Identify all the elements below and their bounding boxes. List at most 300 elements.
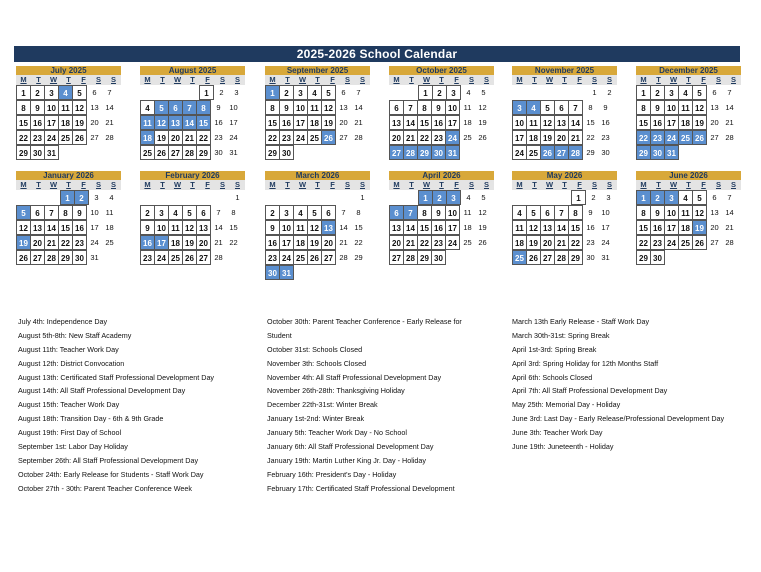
empty-day-cell: [215, 190, 230, 205]
weekday-label: S: [468, 75, 474, 84]
day-cell: 12: [540, 115, 555, 130]
day-cell: 23: [601, 133, 610, 142]
day-cell: 10: [44, 100, 59, 115]
week-row: [140, 205, 245, 220]
empty-day-cell: [294, 145, 309, 160]
week-row: [512, 130, 617, 145]
week-row: [16, 85, 121, 100]
day-cell: 14: [725, 103, 734, 112]
day-cell: 16: [586, 223, 595, 232]
day-cell: 5: [692, 190, 707, 205]
weekday-label: S: [234, 75, 240, 84]
day-cell: 19: [16, 235, 31, 250]
day-cell: 27: [321, 250, 336, 265]
month-name: April 2026: [389, 171, 494, 180]
month-calendar: [636, 171, 741, 265]
weekday-label: S: [110, 75, 116, 84]
empty-day-cell: [200, 190, 215, 205]
month-name: June 2026: [636, 171, 741, 180]
event-item: September 26th: All Staff Professional Development Day: [18, 455, 199, 465]
event-item: April 1st-3rd: Spring Break: [512, 344, 597, 354]
empty-day-cell: [557, 85, 572, 100]
day-cell: 2: [265, 205, 280, 220]
day-cell: 17: [445, 220, 460, 235]
day-cell: 8: [636, 205, 651, 220]
day-cell: 13: [339, 103, 348, 112]
empty-day-cell: [155, 85, 170, 100]
day-cell: 25: [463, 238, 472, 247]
day-cell: 8: [417, 100, 432, 115]
day-cell: 15: [354, 223, 363, 232]
day-cell: 30: [431, 250, 446, 265]
day-cell: 14: [403, 220, 418, 235]
day-cell: 18: [293, 235, 308, 250]
day-cell: 12: [478, 103, 487, 112]
empty-day-cell: [446, 250, 461, 265]
event-item: August 14th: All Staff Professional Development Day: [18, 386, 186, 396]
day-cell: 24: [293, 130, 308, 145]
weekday-label: T: [190, 75, 195, 84]
day-cell: 6: [389, 205, 404, 220]
day-cell: 18: [526, 130, 541, 145]
week-row: [636, 85, 741, 100]
day-cell: 24: [664, 235, 679, 250]
week-row: [389, 220, 494, 235]
empty-day-cell: [140, 85, 155, 100]
day-cell: 11: [463, 103, 472, 112]
day-cell: 22: [196, 130, 211, 145]
day-cell: 28: [354, 133, 363, 142]
day-cell: 4: [109, 193, 114, 202]
weekday-label: S: [715, 180, 721, 189]
day-cell: 16: [650, 220, 665, 235]
day-cell: 24: [445, 130, 460, 145]
week-row: [265, 85, 370, 100]
day-cell: 2: [279, 85, 294, 100]
day-cell: 23: [650, 235, 665, 250]
day-cell: 27: [389, 145, 404, 160]
event-item: May 25th: Memorial Day - Holiday: [512, 400, 621, 410]
weekday-label: S: [606, 180, 612, 189]
empty-day-cell: [404, 85, 419, 100]
day-cell: 27: [389, 250, 404, 265]
day-cell: 23: [586, 238, 595, 247]
day-cell: 19: [478, 118, 487, 127]
day-cell: 21: [403, 130, 418, 145]
empty-day-cell: [476, 250, 491, 265]
day-cell: 4: [466, 88, 471, 97]
weekday-label: T: [190, 180, 195, 189]
month-calendar: [140, 171, 245, 265]
day-cell: 12: [16, 220, 31, 235]
day-cell: 28: [554, 250, 569, 265]
weekday-label: M: [20, 180, 27, 189]
day-cell: 17: [154, 235, 169, 250]
day-cell: 29: [354, 253, 363, 262]
day-cell: 14: [554, 220, 569, 235]
day-cell: 27: [710, 133, 719, 142]
day-cell: 19: [526, 235, 541, 250]
weekday-label: W: [422, 180, 431, 189]
weekday-label: S: [730, 75, 736, 84]
week-row: [140, 85, 245, 100]
day-cell: 14: [403, 115, 418, 130]
weekday-label: T: [409, 180, 414, 189]
day-cell: 30: [601, 148, 610, 157]
day-cell: 11: [307, 100, 322, 115]
empty-day-cell: [170, 85, 185, 100]
day-cell: 6: [712, 88, 717, 97]
day-cell: 24: [44, 130, 59, 145]
day-cell: 29: [568, 250, 583, 265]
day-cell: 10: [664, 205, 679, 220]
day-cell: 21: [182, 130, 197, 145]
day-cell: 6: [321, 205, 336, 220]
week-row: [636, 220, 741, 235]
day-cell: 8: [356, 208, 361, 217]
day-cell: 1: [60, 190, 75, 205]
day-cell: 6: [196, 205, 211, 220]
day-cell: 3: [512, 100, 527, 115]
week-row: [16, 250, 121, 265]
day-cell: 12: [321, 100, 336, 115]
empty-day-cell: [460, 145, 475, 160]
event-item: March 30th-31st: Spring Break: [512, 330, 610, 340]
weekday-label: S: [344, 75, 350, 84]
weekday-label: T: [562, 75, 567, 84]
day-cell: 10: [512, 115, 527, 130]
weekday-label: S: [344, 180, 350, 189]
weekday-label: T: [439, 180, 444, 189]
day-cell: 20: [168, 130, 183, 145]
event-item: June 3th: Teacher Work Day: [512, 428, 603, 438]
week-row: [16, 145, 121, 160]
weekday-label: F: [330, 180, 335, 189]
day-cell: 7: [403, 205, 418, 220]
day-cell: 4: [140, 100, 155, 115]
empty-day-cell: [226, 250, 241, 265]
day-cell: 5: [481, 193, 486, 202]
day-cell: 23: [72, 235, 87, 250]
week-row: [512, 250, 617, 265]
day-cell: 3: [44, 85, 59, 100]
weekday-label: S: [359, 180, 365, 189]
empty-day-cell: [104, 145, 119, 160]
day-cell: 31: [445, 145, 460, 160]
day-cell: 11: [463, 208, 472, 217]
weekday-label: T: [532, 75, 537, 84]
weekday-header: [389, 180, 494, 190]
day-cell: 6: [712, 193, 717, 202]
day-cell: 17: [279, 235, 294, 250]
day-cell: 18: [58, 115, 73, 130]
day-cell: 23: [30, 130, 45, 145]
day-cell: 29: [636, 145, 651, 160]
day-cell: 15: [417, 220, 432, 235]
day-cell: 13: [554, 115, 569, 130]
weekday-label: T: [656, 75, 661, 84]
day-cell: 8: [568, 205, 583, 220]
day-cell: 9: [265, 220, 280, 235]
empty-day-cell: [695, 250, 710, 265]
day-cell: 26: [307, 250, 322, 265]
empty-day-cell: [265, 190, 280, 205]
month-name: August 2025: [140, 66, 245, 75]
day-cell: 18: [105, 223, 114, 232]
day-cell: 21: [214, 238, 223, 247]
weekday-label: S: [730, 180, 736, 189]
weekday-label: W: [669, 75, 678, 84]
weekday-header: [16, 180, 121, 190]
day-cell: 4: [678, 85, 693, 100]
day-cell: 20: [321, 235, 336, 250]
week-row: [389, 190, 494, 205]
event-item: April 3rd: Spring Holiday for 12th Months Staff: [512, 358, 659, 368]
weekday-label: T: [439, 75, 444, 84]
day-cell: 24: [512, 145, 527, 160]
day-cell: 23: [279, 130, 294, 145]
week-row: [512, 100, 617, 115]
day-cell: 2: [30, 85, 45, 100]
week-row: [265, 145, 370, 160]
weekday-label: M: [516, 180, 523, 189]
week-row: [389, 130, 494, 145]
day-cell: 6: [168, 100, 183, 115]
day-cell: 10: [229, 103, 238, 112]
empty-day-cell: [354, 145, 369, 160]
day-cell: 19: [692, 115, 707, 130]
weekday-label: S: [234, 180, 240, 189]
week-row: [512, 220, 617, 235]
weekday-label: M: [516, 75, 523, 84]
day-cell: 30: [586, 253, 595, 262]
weekday-label: S: [591, 180, 597, 189]
week-row: [265, 190, 370, 205]
day-cell: 10: [664, 100, 679, 115]
day-cell: 9: [431, 205, 446, 220]
weekday-label: T: [656, 180, 661, 189]
weekday-header: [265, 180, 370, 190]
day-cell: 20: [30, 235, 45, 250]
day-cell: 9: [140, 220, 155, 235]
week-row: [265, 235, 370, 250]
events-column-1: [18, 315, 214, 496]
weekday-label: F: [81, 180, 86, 189]
day-cell: 28: [403, 250, 418, 265]
day-cell: 13: [321, 220, 336, 235]
empty-day-cell: [324, 265, 339, 280]
event-item: Student: [267, 330, 292, 340]
day-cell: 6: [30, 205, 45, 220]
weekday-label: F: [81, 75, 86, 84]
weekday-label: S: [359, 75, 365, 84]
event-item: December 22th-31st: Winter Break: [267, 400, 378, 410]
day-cell: 11: [293, 220, 308, 235]
day-cell: 17: [664, 115, 679, 130]
empty-day-cell: [542, 85, 557, 100]
day-cell: 19: [321, 115, 336, 130]
day-cell: 22: [586, 133, 595, 142]
day-cell: 17: [445, 115, 460, 130]
week-row: [265, 115, 370, 130]
empty-day-cell: [512, 190, 527, 205]
day-cell: 2: [432, 190, 447, 205]
day-cell: 30: [265, 265, 280, 280]
empty-day-cell: [16, 190, 31, 205]
day-cell: 17: [293, 115, 308, 130]
day-cell: 11: [140, 115, 155, 130]
day-cell: 20: [710, 223, 719, 232]
empty-day-cell: [339, 145, 354, 160]
week-row: [636, 145, 741, 160]
day-cell: 12: [182, 220, 197, 235]
empty-day-cell: [295, 190, 310, 205]
day-cell: 6: [540, 205, 555, 220]
day-cell: 3: [606, 193, 611, 202]
day-cell: 3: [234, 88, 239, 97]
day-cell: 17: [44, 115, 59, 130]
weekday-label: T: [285, 75, 290, 84]
day-cell: 18: [678, 115, 693, 130]
weekday-header: [636, 75, 741, 85]
day-cell: 26: [182, 250, 197, 265]
day-cell: 25: [526, 145, 541, 160]
day-cell: 20: [389, 130, 404, 145]
day-cell: 25: [293, 250, 308, 265]
day-cell: 9: [650, 205, 665, 220]
day-cell: 24: [229, 133, 238, 142]
week-row: [512, 85, 617, 100]
day-cell: 8: [58, 205, 73, 220]
weekday-label: T: [36, 75, 41, 84]
day-cell: 31: [44, 145, 59, 160]
day-cell: 24: [279, 250, 294, 265]
month-name: March 2026: [265, 171, 370, 180]
day-cell: 8: [417, 205, 432, 220]
day-cell: 27: [540, 250, 555, 265]
week-row: [389, 100, 494, 115]
empty-day-cell: [46, 190, 61, 205]
day-cell: 24: [664, 130, 679, 145]
day-cell: 16: [650, 115, 665, 130]
day-cell: 7: [216, 208, 221, 217]
day-cell: 9: [650, 100, 665, 115]
day-cell: 10: [90, 208, 99, 217]
week-row: [512, 205, 617, 220]
day-cell: 25: [58, 130, 73, 145]
day-cell: 1: [418, 85, 433, 100]
day-cell: 3: [94, 193, 99, 202]
day-cell: 26: [692, 130, 707, 145]
day-cell: 27: [90, 133, 99, 142]
event-item: October 30th: Parent Teacher Conference - Early Release for: [267, 317, 462, 326]
day-cell: 16: [279, 115, 294, 130]
empty-day-cell: [572, 85, 587, 100]
day-cell: 1: [418, 190, 433, 205]
event-item: November 3th: Schools Closed: [267, 358, 367, 368]
day-cell: 20: [339, 118, 348, 127]
week-row: [389, 250, 494, 265]
day-cell: 27: [710, 238, 719, 247]
day-cell: 1: [636, 85, 651, 100]
day-cell: 28: [44, 250, 59, 265]
week-row: [16, 130, 121, 145]
day-cell: 7: [107, 88, 112, 97]
day-cell: 22: [417, 130, 432, 145]
day-cell: 2: [140, 205, 155, 220]
day-cell: 31: [90, 253, 99, 262]
day-cell: 6: [554, 100, 569, 115]
day-cell: 10: [445, 100, 460, 115]
week-row: [140, 235, 245, 250]
weekday-label: T: [66, 180, 71, 189]
day-cell: 15: [636, 115, 651, 130]
event-item: June 19th: Juneteenth - Holiday: [512, 442, 614, 452]
day-cell: 11: [678, 100, 693, 115]
weekday-label: F: [205, 180, 210, 189]
weekday-header: [389, 75, 494, 85]
day-cell: 11: [105, 208, 114, 217]
empty-day-cell: [542, 190, 557, 205]
day-cell: 9: [72, 205, 87, 220]
day-cell: 23: [650, 130, 665, 145]
day-cell: 30: [650, 250, 665, 265]
day-cell: 21: [44, 235, 59, 250]
empty-day-cell: [725, 250, 740, 265]
empty-day-cell: [339, 265, 354, 280]
week-row: [265, 130, 370, 145]
week-row: [636, 190, 741, 205]
day-cell: 12: [692, 100, 707, 115]
day-cell: 12: [307, 220, 322, 235]
day-cell: 4: [512, 205, 527, 220]
week-row: [389, 205, 494, 220]
weekday-label: W: [545, 75, 554, 84]
weekday-label: T: [532, 180, 537, 189]
month-name: July 2025: [16, 66, 121, 75]
day-cell: 26: [72, 130, 87, 145]
weekday-label: S: [715, 75, 721, 84]
day-cell: 19: [182, 235, 197, 250]
day-cell: 27: [196, 250, 211, 265]
day-cell: 21: [354, 118, 363, 127]
empty-day-cell: [31, 190, 46, 205]
month-name: May 2026: [512, 171, 617, 180]
week-row: [389, 235, 494, 250]
day-cell: 7: [568, 100, 583, 115]
day-cell: 29: [196, 145, 211, 160]
day-cell: 1: [571, 190, 586, 205]
weekday-label: S: [483, 180, 489, 189]
day-cell: 26: [478, 133, 487, 142]
weekday-label: F: [577, 75, 582, 84]
month-name: December 2025: [636, 66, 741, 75]
event-item: January 1st-2nd: Winter Break: [267, 414, 365, 424]
day-cell: 18: [463, 223, 472, 232]
weekday-label: M: [20, 75, 27, 84]
weekday-label: F: [454, 75, 459, 84]
weekday-header: [512, 75, 617, 85]
empty-day-cell: [679, 145, 694, 160]
week-row: [16, 115, 121, 130]
weekday-label: T: [315, 180, 320, 189]
weekday-label: S: [606, 75, 612, 84]
week-row: [636, 115, 741, 130]
empty-day-cell: [89, 145, 104, 160]
weekday-label: S: [95, 180, 101, 189]
weekday-label: M: [393, 180, 400, 189]
day-cell: 2: [591, 193, 596, 202]
